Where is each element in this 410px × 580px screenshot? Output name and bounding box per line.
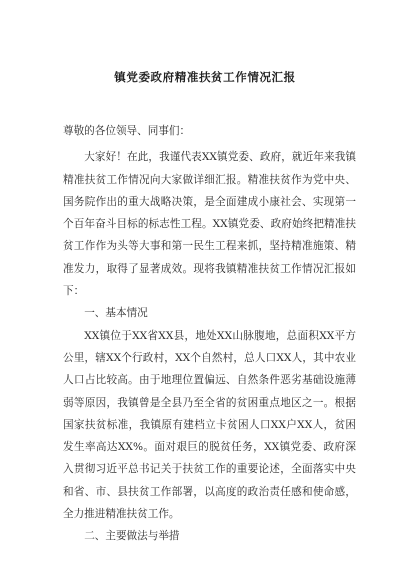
section-heading-measures: 二、主要做法与举措 bbox=[84, 530, 180, 543]
document-title: 镇党委政府精准扶贫工作情况汇报 bbox=[114, 70, 296, 84]
paragraph-intro: 大家好！在此，我谨代表XX镇党委、政府，就近年来我镇精准扶贫工作情况向大家做详细汇报。精准扶贫作为党中央、国务院作出的重大战略决策，是全面建成小康社会、实现第一个百年奋斗目标的标志性工程。XX镇党委、政府始终把精准扶贫工作作为头等大事和第一民生工程来抓，坚持精准施策、精准发力，取得了显著成效。现将我镇精准扶贫工作情况汇报如下： bbox=[63, 151, 356, 298]
section-heading-basic: 一、基本情况 bbox=[84, 307, 148, 320]
document-body bbox=[63, 120, 356, 548]
salutation: 尊敬的各位领导、同事们： bbox=[63, 125, 191, 137]
paragraph-basic-situation: XX镇位于XX省XX县，地处XX山脉腹地，总面积XX平方公里，辖XX个行政村，XX个自然村，总人口XX人，其中农业人口占比较高。由于地理位置偏远、自然条件恶劣基础设施薄弱等原因，我镇曾是全县乃至全省的贫困重点地区之一。根据国家扶贫标准，我镇原有建档立卡贫困人口XX户XX人，贫困发生率高达XX%。面对艰巨的脱贫任务，XX镇党委、政府深入贯彻习近平总书记关于扶贫工作的重要论述，全面落实中央和省、市、县扶贫工作部署，以高度的政治责任感和使命感，全力推进精准扶贫工作。 bbox=[63, 329, 356, 521]
